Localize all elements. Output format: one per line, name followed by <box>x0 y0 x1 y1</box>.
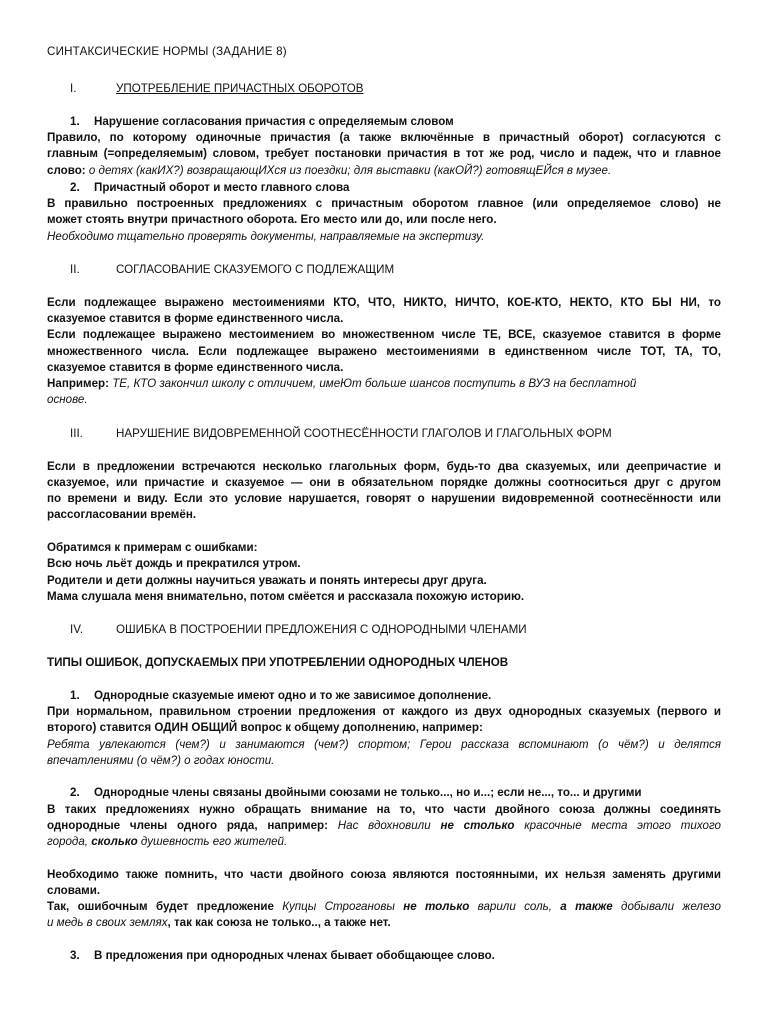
s3-line-4: рассогласовании времён. <box>47 508 197 521</box>
s4-item-1-example-1: Ребята увлекаются (чем?) и занимаются (чем?) спортом; Герои рассказа вспоминают (о чём?) и делятся <box>47 738 721 751</box>
s4-item-3-heading: В предложения при однородных членах бывает обобщающее слово. <box>94 949 495 962</box>
s1-item-2-line-2: может стоять внутри причастного оборота. Его место или до, или после него. <box>47 213 497 226</box>
s4-item-1-line-1: При нормальном, правильном строении предложения от каждого из двух однородных сказуемых (первого и <box>47 705 721 718</box>
s4-item-2-line-2: однородные члены одного ряда, например: Нас вдохновили не столько красочные места этого тихого <box>47 819 721 832</box>
section-3-number: III. <box>70 427 83 440</box>
section-1-heading: УПОТРЕБЛЕНИЕ ПРИЧАСТНЫХ ОБОРОТОВ <box>116 82 364 95</box>
s2-line-1: Если подлежащее выражено местоимениями КТО, ЧТО, НИКТО, НИЧТО, КОЕ-КТО, НЕКТО, КТО БЫ НИ, то <box>47 296 721 309</box>
s4-item-2-line-1: В таких предложениях нужно обращать внимание на то, что части двойного союза должны соединять <box>47 803 721 816</box>
s1-item-1-line-1: Правило, по которому одиночные причастия (а также включённые в причастный оборот) согласуются с <box>47 131 721 144</box>
s4-item-2-line-6: Так, ошибочным будет предложение Купцы Строгановы не только варили соль, а также добывали железо <box>47 900 721 913</box>
s4-item-1-heading: Однородные сказуемые имеют одно и то же зависимое дополнение. <box>94 689 492 702</box>
s3-line-3: по времени и виду. Если это условие нарушается, говорят о нарушении видовременной соотнесённости или <box>47 492 721 505</box>
s1-item-1-number: 1. <box>70 115 80 128</box>
s4-item-1-number: 1. <box>70 689 80 702</box>
section-3-heading: НАРУШЕНИЕ ВИДОВРЕМЕННОЙ СООТНЕСЁННОСТИ ГЛАГОЛОВ И ГЛАГОЛЬНЫХ ФОРМ <box>116 427 612 440</box>
s3-line-1: Если в предложении встречаются несколько глагольных форм, будь-то два сказуемых, или деепричастие и <box>47 460 721 473</box>
s4-item-2-line-7: и медь в своих землях, так как союза не только.., а также нет. <box>47 916 391 929</box>
s1-item-2-number: 2. <box>70 181 80 194</box>
s1-item-2-line-1: В правильно построенных предложениях с причастным оборотом главное (или определяемое слово) не <box>47 197 721 210</box>
s3-line-2: сказуемое, или причастие и сказуемое — они в обязательном порядке должны соотноситься друг с другом <box>47 476 721 489</box>
s1-item-2-example: Необходимо тщательно проверять документы, направляемые на экспертизу. <box>47 230 485 243</box>
s3-line-5: Обратимся к примерам с ошибками: <box>47 541 258 554</box>
s4-item-2-line-3: города, сколько душевность его жителей. <box>47 835 288 848</box>
s3-example-1: Всю ночь льёт дождь и прекратился утром. <box>47 557 301 570</box>
s4-item-3-number: 3. <box>70 949 80 962</box>
s2-line-5: сказуемое ставится в форме единственного числа. <box>47 361 344 374</box>
section-1-number: I. <box>70 82 77 95</box>
s1-item-2-heading: Причастный оборот и место главного слова <box>94 181 350 194</box>
section-4-heading: ОШИБКА В ПОСТРОЕНИИ ПРЕДЛОЖЕНИЯ С ОДНОРОДНЫМИ ЧЛЕНАМИ <box>116 623 527 636</box>
section-2-heading: СОГЛАСОВАНИЕ СКАЗУЕМОГО С ПОДЛЕЖАЩИМ <box>116 263 395 276</box>
s1-item-1-line-3: слово: о детях (какИХ?) возвращающИХся из поездки; для выставки (какОЙ?) готовящЕЙся в музее. <box>47 164 612 177</box>
s4-item-2-line-4: Необходимо также помнить, что части двойного союза являются постоянными, их нельзя заменять другими <box>47 868 721 881</box>
s4-types-heading: ТИПЫ ОШИБОК, ДОПУСКАЕМЫХ ПРИ УПОТРЕБЛЕНИИ ОДНОРОДНЫХ ЧЛЕНОВ <box>47 656 509 669</box>
s2-line-4: множественного числа. Если подлежащее выражено местоимениями в единственном числе ТОТ, ТА, ТО, <box>47 345 721 358</box>
section-2-number: II. <box>70 263 80 276</box>
s2-line-2: сказуемое ставится в форме единственного числа. <box>47 312 344 325</box>
s2-line-3: Если подлежащее выражено местоимением во множественном числе ТЕ, ВСЕ, сказуемое ставится в форме <box>47 328 721 341</box>
s1-item-1-heading: Нарушение согласования причастия с определяемым словом <box>94 115 454 128</box>
s2-line-7: основе. <box>47 393 88 406</box>
s4-item-2-number: 2. <box>70 786 80 799</box>
s3-example-3: Мама слушала меня внимательно, потом смёется и рассказала похожую историю. <box>47 590 525 603</box>
section-4-number: IV. <box>70 623 84 636</box>
s3-example-2: Родители и дети должны научиться уважать и понять интересы друг друга. <box>47 574 487 587</box>
s4-item-1-line-2: второго) ставится ОДИН ОБЩИЙ вопрос к общему дополнению, например: <box>47 721 483 734</box>
s4-item-2-heading: Однородные члены связаны двойными союзами не только..., но и...; если не..., то... и другими <box>94 786 642 799</box>
s1-item-1-line-2: главным (=определяемым) словом, требует постановки причастия в тот же род, число и падеж, что и главное <box>47 147 721 160</box>
s4-item-2-line-5: словами. <box>47 884 101 897</box>
s4-item-1-example-2: впечатлениями (о чём?) о годах юности. <box>47 754 275 767</box>
document-title: СИНТАКСИЧЕСКИЕ НОРМЫ (ЗАДАНИЕ 8) <box>47 45 287 58</box>
s2-line-6: Например: ТЕ, КТО закончил школу с отличием, имеЮт больше шансов поступить в ВУЗ на бесплатной <box>47 377 637 390</box>
